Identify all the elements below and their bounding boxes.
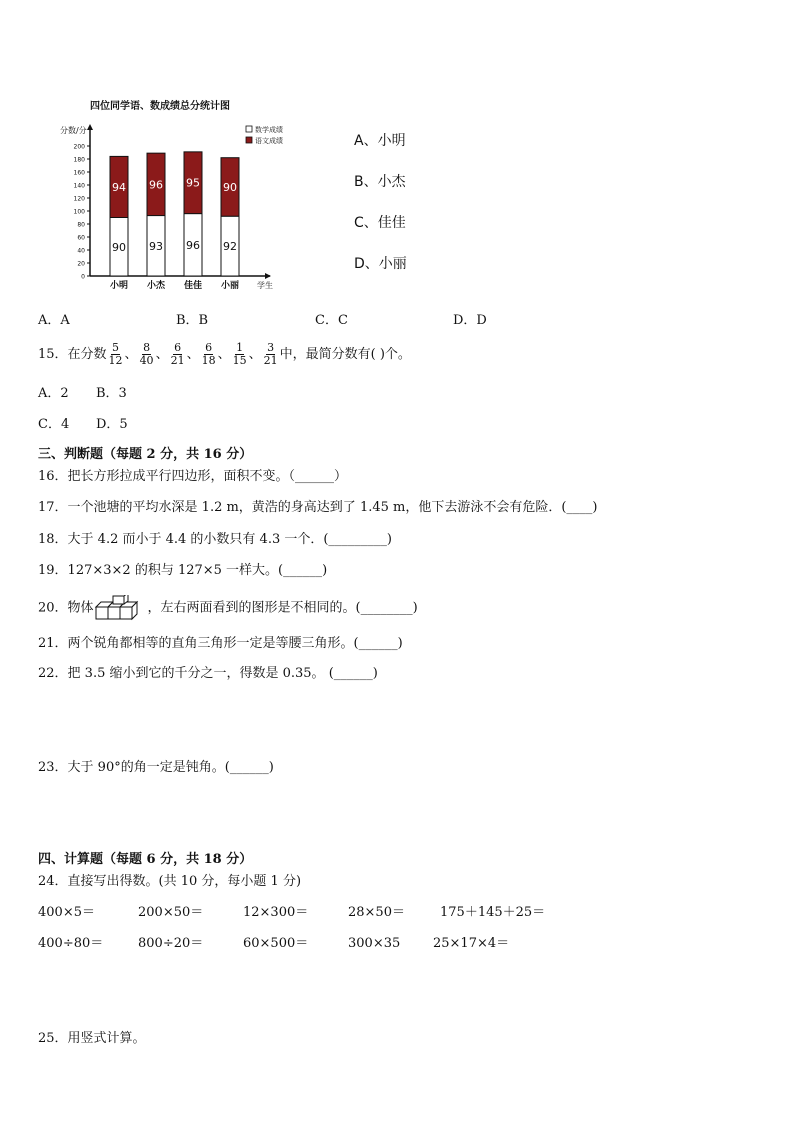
bar-value-label: 90 (223, 180, 237, 194)
q18-text: 18．大于 4.2 而小于 4.4 的小数只有 4.3 一个．(_________) (38, 532, 393, 547)
legend-label: 语文成绩 (255, 137, 283, 145)
calc-item: 12×300＝ (243, 905, 309, 920)
x-axis-arrow (265, 273, 271, 279)
calc-item: 25×17×4＝ (433, 936, 510, 951)
q15-choice-c: C．4 (38, 417, 70, 432)
q15-choice-a: A．2 (38, 386, 69, 401)
q20-suffix: ，左右两面看到的图形是不相同的。(________) (147, 600, 418, 616)
bar-value-label: 95 (186, 176, 200, 190)
section-4-title: 四、计算题（每题 6 分，共 18 分） (38, 852, 253, 867)
calc-item: 175＋145＋25＝ (440, 905, 546, 920)
y-axis-arrow (87, 124, 93, 130)
q20-prefix: 20．物体 (38, 600, 94, 616)
fraction: $\frac{6}{18}$ (201, 341, 216, 367)
y-tick-label: 100 (73, 208, 85, 216)
q15-question: 15．在分数 $\frac{5}{12}$ 、 $\frac{8}{40}$ 、 $\frac{6}{21}$ 、 $\frac{6}{18}$ 、 $\frac{1}{15}$ 、 $\frac{3}{21}$ 中，最简分数有( )个。 (38, 341, 411, 367)
q15-prefix: 15．在分数 (38, 347, 107, 362)
fraction: $\frac{1}{15}$ (232, 341, 247, 367)
x-tick-label: 小丽 (220, 281, 240, 291)
option-c-label: C、佳佳 (354, 215, 406, 231)
bar-value-label: 94 (112, 180, 126, 194)
q20-text (38, 595, 418, 621)
fraction: $\frac{6}{21}$ (170, 341, 185, 367)
q17-text: 17．一个池塘的平均水深是 1.2 m，黄浩的身高达到了 1.45 m，他下去游泳不会有危险．(____) (38, 500, 598, 515)
q14-choice-c: C．C (315, 313, 348, 328)
q22-text: 22．把 3.5 缩小到它的千分之一，得数是 0.35。 (______) (38, 666, 378, 681)
q14-choice-d: D．D (453, 313, 487, 328)
calc-item: 200×50＝ (138, 905, 204, 920)
option-b-label: B、小杰 (354, 174, 406, 190)
bar-value-label: 93 (149, 239, 163, 253)
y-tick-label: 0 (81, 273, 85, 281)
x-tick-label: 小明 (109, 281, 129, 291)
calc-item: 300×35 (348, 936, 401, 951)
bar-value-label: 96 (149, 178, 163, 192)
y-tick-label: 80 (77, 221, 85, 229)
bar-value-label: 92 (223, 240, 237, 254)
section-3-title: 三、判断题（每题 2 分，共 16 分） (38, 447, 253, 462)
stacked-cubes-icon (94, 595, 148, 621)
bar-value-label: 90 (112, 240, 126, 254)
x-axis-label: 学生 (257, 281, 273, 290)
calc-item: 60×500＝ (243, 936, 309, 951)
q14-choice-b: B．B (176, 313, 209, 328)
calc-item: 28×50＝ (348, 905, 405, 920)
bar-value-label: 96 (186, 238, 200, 252)
option-a-label: A、小明 (354, 133, 406, 149)
y-tick-label: 40 (77, 247, 85, 255)
q19-text: 19．127×3×2 的积与 127×5 一样大。(______) (38, 563, 328, 578)
fraction: $\frac{8}{40}$ (139, 341, 154, 367)
y-axis-label: 分数/分 (60, 126, 87, 135)
q16-text: 16．把长方形拉成平行四边形，面积不变。（______） (38, 469, 348, 484)
legend-swatch (246, 137, 252, 143)
q15-choice-b: B．3 (96, 386, 127, 401)
y-tick-label: 160 (73, 169, 85, 177)
option-d-label: D、小丽 (354, 256, 407, 272)
q23-text: 23．大于 90°的角一定是钝角。(______) (38, 760, 274, 775)
fraction: $\frac{3}{21}$ (263, 341, 278, 367)
y-tick-label: 20 (77, 260, 85, 268)
chart-title: 四位同学语、数成绩总分统计图 (90, 101, 230, 112)
calc-item: 800÷20＝ (138, 936, 204, 951)
q24-title: 24．直接写出得数。(共 10 分，每小题 1 分) (38, 874, 302, 889)
y-tick-label: 120 (73, 195, 85, 203)
q15-choice-d: D．5 (96, 417, 128, 432)
calc-item: 400×5＝ (38, 905, 95, 920)
score-stacked-bar-chart (60, 96, 300, 296)
q14-choice-a: A．A (38, 313, 70, 328)
q15-suffix: 中，最简分数有( )个。 (279, 347, 411, 362)
legend-label: 数学成绩 (255, 126, 283, 134)
y-tick-label: 140 (73, 182, 85, 190)
q25-text: 25．用竖式计算。 (38, 1031, 146, 1046)
y-tick-label: 200 (73, 143, 85, 151)
legend-swatch (246, 126, 252, 132)
y-tick-label: 60 (77, 234, 85, 242)
q21-text: 21．两个锐角都相等的直角三角形一定是等腰三角形。(______) (38, 636, 403, 651)
x-tick-label: 小杰 (146, 281, 166, 291)
x-tick-label: 佳佳 (183, 281, 203, 291)
fraction: $\frac{5}{12}$ (108, 341, 123, 367)
calc-item: 400÷80＝ (38, 936, 104, 951)
y-tick-label: 180 (73, 156, 85, 164)
